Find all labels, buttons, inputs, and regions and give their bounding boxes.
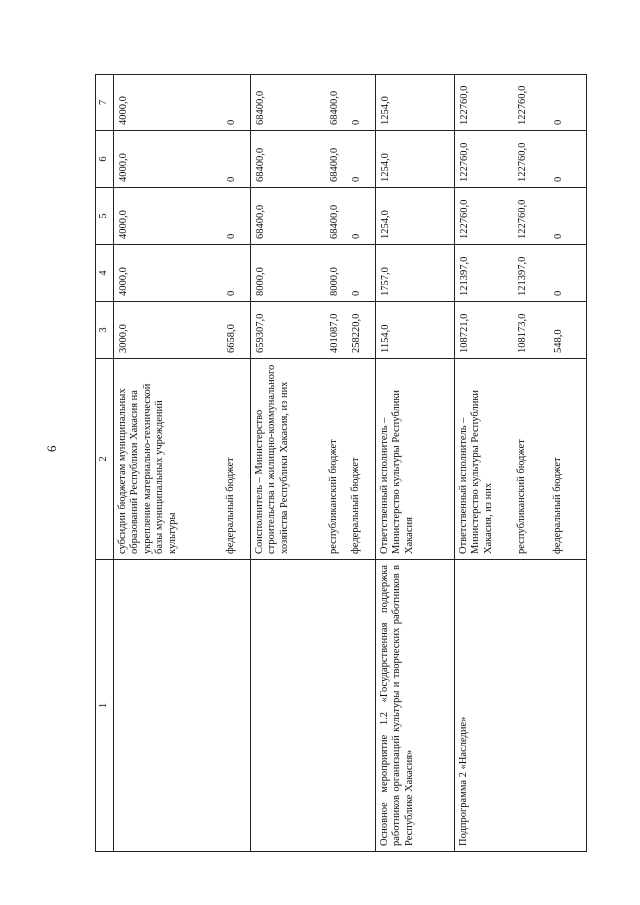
value: 108173,0	[516, 313, 528, 353]
value: 8000,0	[328, 267, 340, 296]
measure-cell: Подпрограмма 2 «Наследие»	[454, 560, 586, 852]
value: 68400,0	[328, 90, 340, 125]
value: 122760,0	[458, 199, 470, 239]
value-cell	[454, 245, 586, 302]
value: 659307,0	[254, 313, 266, 353]
table-row	[375, 75, 454, 852]
value: 0	[552, 233, 564, 239]
value: 68400,0	[328, 204, 340, 239]
line-label: Ответственный исполнитель – Министерство культуры Республики Хакасия, из них	[457, 389, 494, 554]
value: 0	[552, 119, 564, 125]
value-cell	[250, 302, 375, 359]
value: 6658,0	[225, 324, 237, 353]
value-cell	[113, 245, 250, 302]
value: 4000,0	[117, 96, 129, 125]
value: 4000,0	[117, 153, 129, 182]
line-label: республиканский бюджет	[515, 439, 527, 554]
value-cell	[250, 75, 375, 131]
value-cell	[250, 245, 375, 302]
budget-table	[95, 74, 587, 852]
value-cell: 1254,0	[375, 131, 454, 188]
value: 122760,0	[516, 199, 528, 239]
value: 0	[350, 119, 362, 125]
table-row	[454, 75, 586, 852]
value-cell	[454, 75, 586, 131]
measure-cell: Основное мероприятие 1.2 «Государственная поддержка работников организаций культуры и творческих работников в Республике Хакасия»	[375, 560, 454, 852]
value: 401087,0	[328, 313, 340, 353]
table-row	[250, 75, 375, 852]
header-cell: 7	[96, 75, 114, 131]
value: 121397,0	[458, 256, 470, 296]
value: 8000,0	[254, 267, 266, 296]
value-cell: 1254,0	[375, 75, 454, 131]
description-cell: Ответственный исполнитель – Министерство культуры Республики Хакасия	[375, 359, 454, 560]
line-label: республиканский бюджет	[327, 439, 339, 554]
value: 122760,0	[516, 85, 528, 125]
value: 122760,0	[516, 142, 528, 182]
value: 0	[225, 176, 237, 182]
value-cell	[454, 131, 586, 188]
value: 108721,0	[458, 313, 470, 353]
value: 122760,0	[458, 142, 470, 182]
value: 548,0	[552, 329, 564, 353]
line-label: Соисполнитель – Министерство строительства и жилищно-коммунального хозяйства Республики Хакасия, из них	[253, 364, 290, 554]
header-cell: 3	[96, 302, 114, 359]
value: 0	[350, 176, 362, 182]
value: 0	[350, 290, 362, 296]
value: 68400,0	[254, 147, 266, 182]
line-label: субсидии бюджетам муниципальных образований Республики Хакасия на укрепление материально-технической базы муниципальных учреждений культуры	[116, 383, 178, 554]
value-cell: 1254,0	[375, 188, 454, 245]
value-cell	[454, 188, 586, 245]
measure-cell	[113, 560, 250, 852]
value: 122760,0	[458, 85, 470, 125]
value-cell	[113, 131, 250, 188]
header-row	[96, 75, 114, 852]
line-label: федеральный бюджет	[349, 457, 361, 554]
value: 68400,0	[254, 204, 266, 239]
value: 0	[225, 233, 237, 239]
header-cell: 2	[96, 359, 114, 560]
value-cell: 1154,0	[375, 302, 454, 359]
value: 4000,0	[117, 210, 129, 239]
value-cell	[113, 302, 250, 359]
header-cell: 1	[96, 560, 114, 852]
value: 0	[552, 176, 564, 182]
header-cell: 4	[96, 245, 114, 302]
value-cell: 1757,0	[375, 245, 454, 302]
value: 4000,0	[117, 267, 129, 296]
value: 0	[225, 119, 237, 125]
rotated-table-container	[95, 75, 578, 852]
description-cell	[113, 359, 250, 560]
description-cell	[454, 359, 586, 560]
value-cell	[113, 75, 250, 131]
value: 121397,0	[516, 256, 528, 296]
value: 3000,0	[117, 324, 129, 353]
value-cell	[250, 131, 375, 188]
header-cell: 6	[96, 131, 114, 188]
header-cell: 5	[96, 188, 114, 245]
value-cell	[113, 188, 250, 245]
page-number: 6	[44, 445, 59, 452]
line-label: федеральный бюджет	[551, 457, 563, 554]
value-cell	[250, 188, 375, 245]
table-row	[113, 75, 250, 852]
value: 68400,0	[328, 147, 340, 182]
value: 68400,0	[254, 90, 266, 125]
value: 0	[552, 290, 564, 296]
line-label: федеральный бюджет	[224, 457, 236, 554]
value: 258220,0	[350, 313, 362, 353]
value: 0	[350, 233, 362, 239]
measure-cell	[250, 560, 375, 852]
value: 0	[225, 290, 237, 296]
value-cell	[454, 302, 586, 359]
description-cell	[250, 359, 375, 560]
